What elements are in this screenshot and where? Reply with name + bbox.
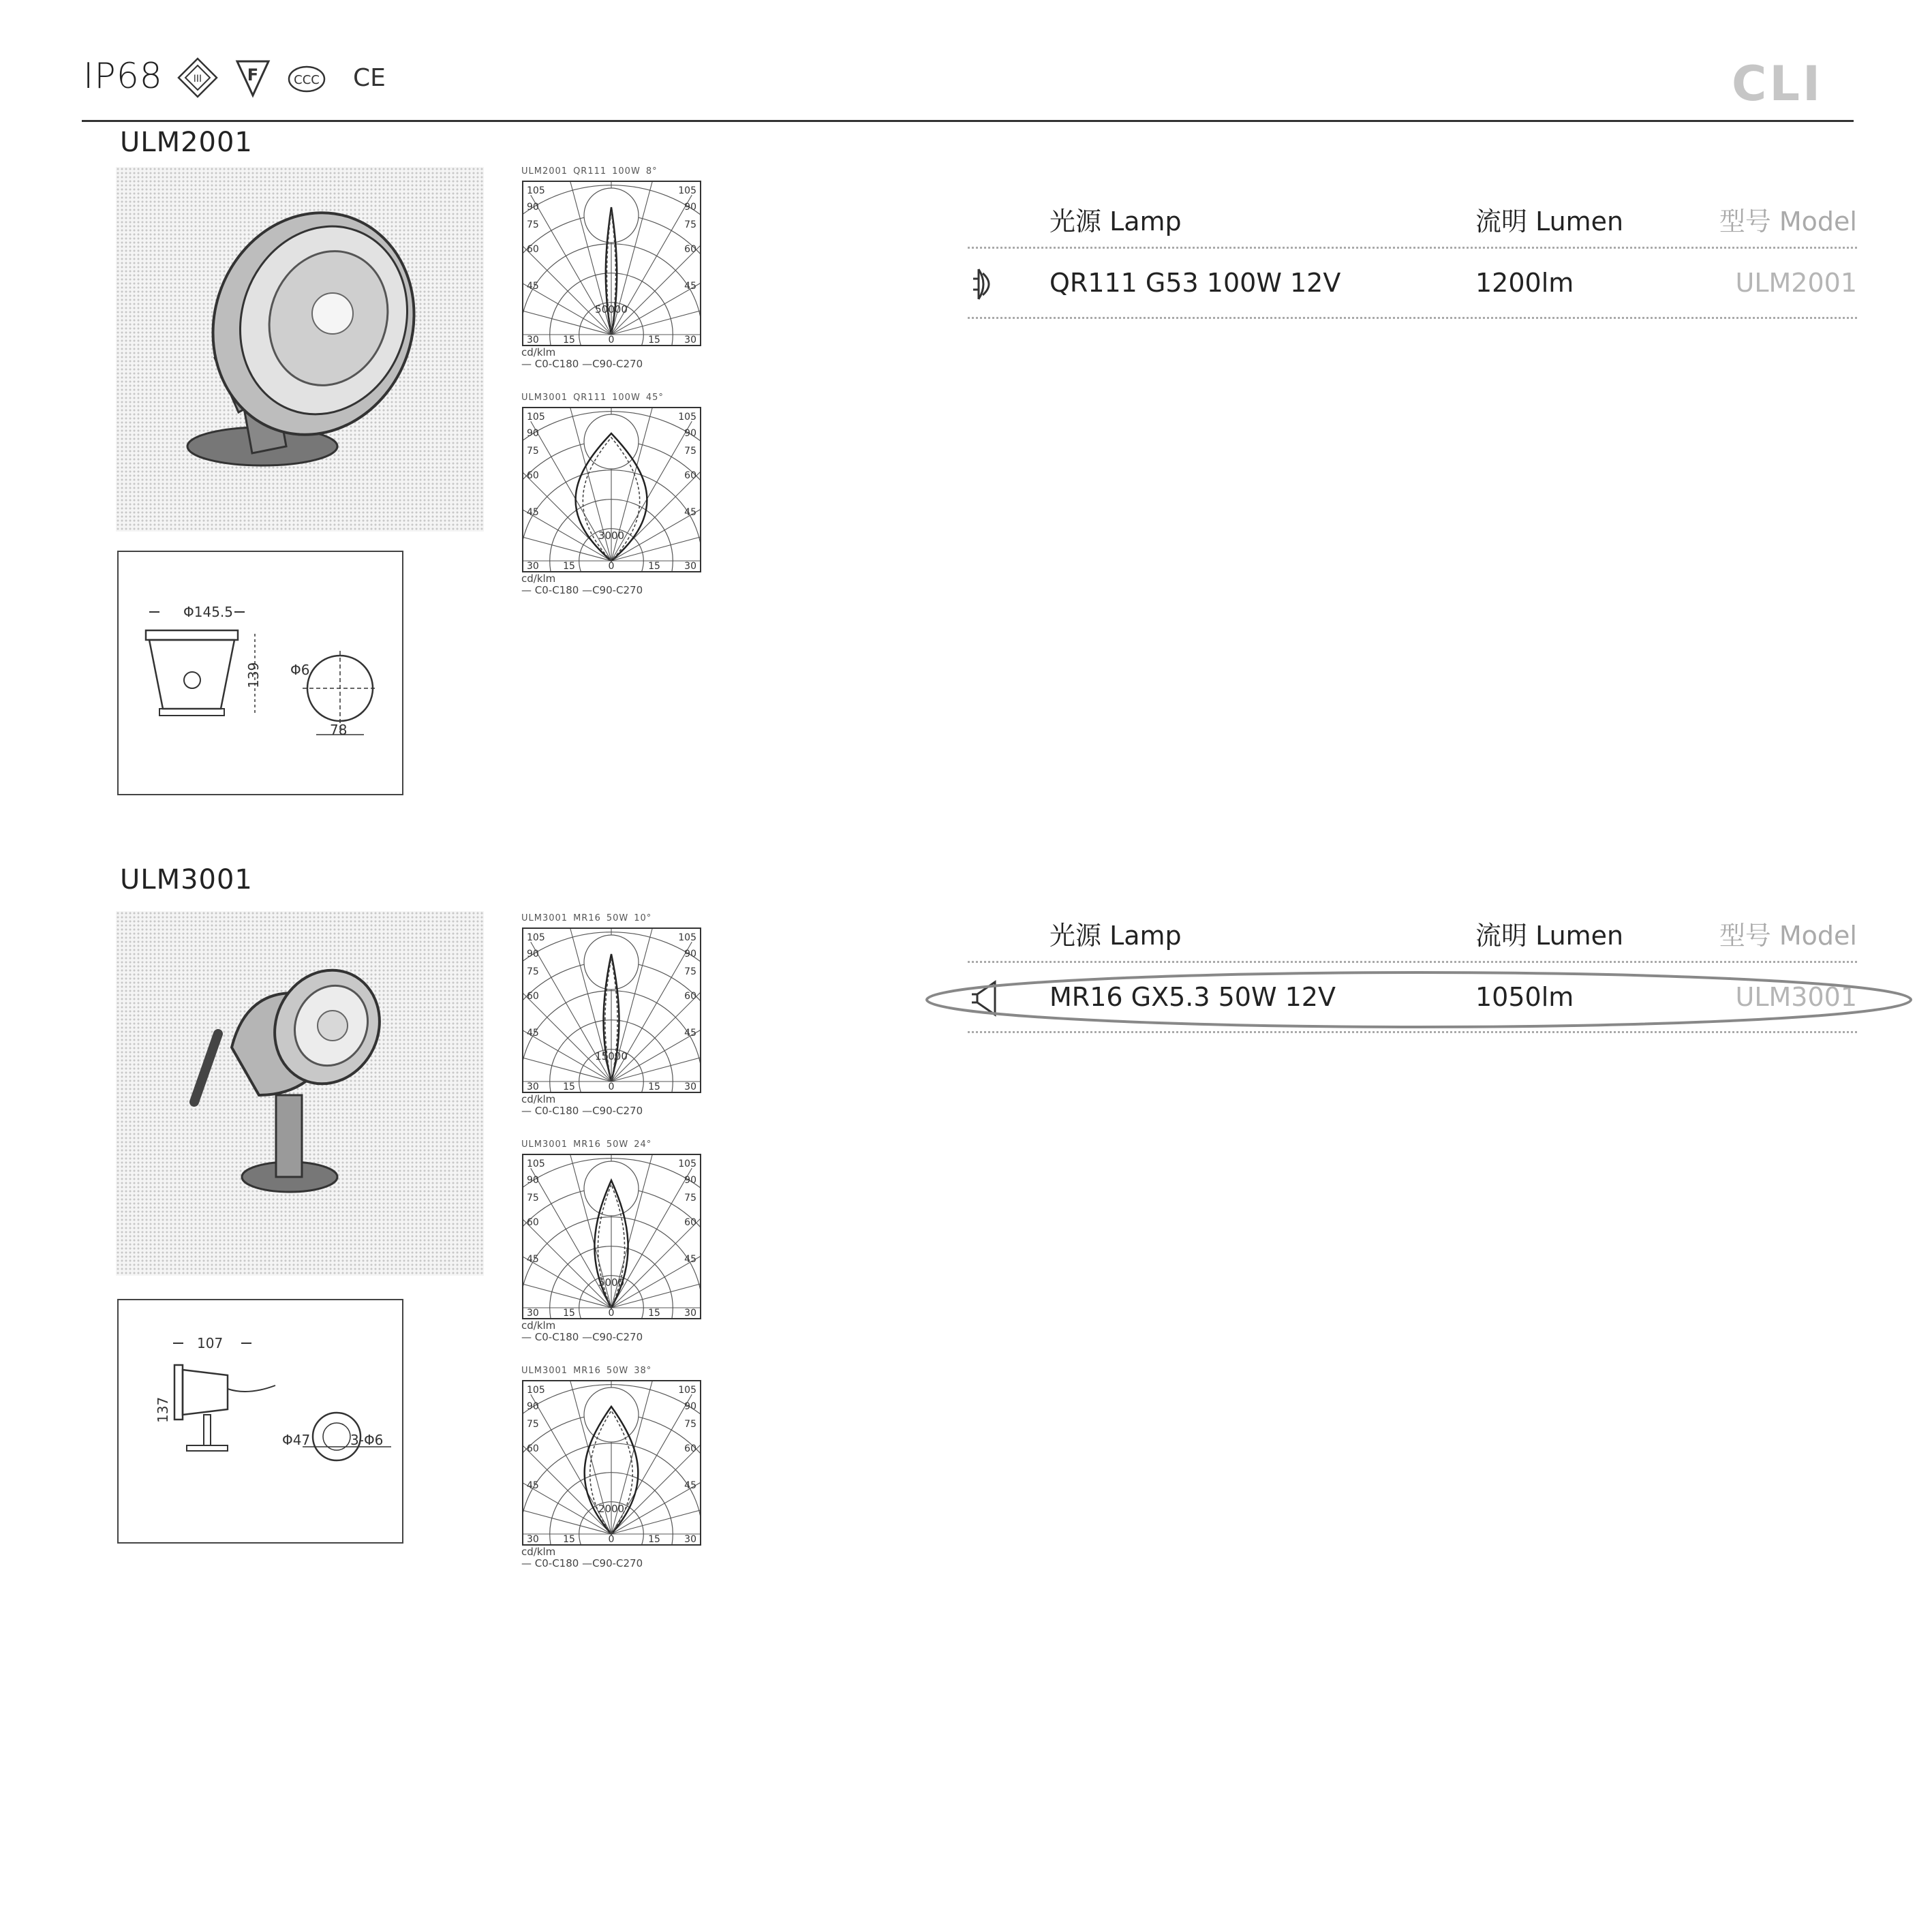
polar-angle-label: 60 <box>684 1217 696 1228</box>
spec-table <box>968 906 1857 1033</box>
polar-angle-label: 90 <box>684 428 696 439</box>
polar-header: ULM3001 MR16 50W 10° <box>521 913 652 923</box>
polar-chart <box>521 927 702 1094</box>
divider <box>968 1031 1857 1033</box>
col-lamp: 光源 Lamp <box>1049 206 1182 236</box>
polar-angle-label: 75 <box>527 219 539 230</box>
polar-angle-label: 90 <box>527 1175 539 1186</box>
polar-angle-label: 75 <box>684 219 696 230</box>
polar-angle-label: 30 <box>684 561 696 572</box>
polar-header: ULM3001 QR111 100W 45° <box>521 393 664 403</box>
polar-angle-label: 0 <box>608 561 615 572</box>
dimension-drawing <box>117 1299 403 1544</box>
model-value: ULM3001 <box>1735 982 1857 1012</box>
polar-diagram: ULM3001 MR16 50W 10° 105 105 90 90 75 75 60 60 45 45 30 15 0 15 30 15000 cd/klm — C0-C180 —C90-C270 <box>521 913 709 1117</box>
polar-angle-label: 15 <box>648 1534 660 1545</box>
polar-peak-label: 2000 <box>598 1503 625 1515</box>
lamp-value: QR111 G53 100W 12V <box>1049 268 1341 298</box>
ccc-icon <box>289 67 324 91</box>
polar-angle-label: 15 <box>648 1308 660 1319</box>
polar-angle-label: 15 <box>563 561 575 572</box>
mr16-lamp-icon <box>968 978 1000 1019</box>
polar-angle-label: 30 <box>527 1082 539 1092</box>
polar-angle-label: 45 <box>527 507 539 518</box>
polar-header: ULM2001 QR111 100W 8° <box>521 166 658 177</box>
polar-angle-label: 60 <box>527 244 539 255</box>
polar-angle-label: 75 <box>684 966 696 977</box>
polar-angle-label: 60 <box>684 991 696 1002</box>
dimension-drawing <box>117 551 403 795</box>
polar-angle-label: 15 <box>648 335 660 346</box>
polar-angle-label: 45 <box>527 1028 539 1039</box>
brand-logo: CLI <box>1731 56 1823 112</box>
svg-text:Φ6: Φ6 <box>290 662 310 678</box>
table-row <box>968 249 1857 317</box>
polar-peak-label: 3000 <box>598 530 625 542</box>
polar-angle-label: 75 <box>684 1193 696 1203</box>
polar-chart <box>521 1153 702 1320</box>
polar-angle-label: 30 <box>527 1308 539 1319</box>
class-iii-icon <box>179 59 217 97</box>
svg-text:F: F <box>247 65 259 85</box>
polar-angle-label: 60 <box>684 244 696 255</box>
model-value: ULM2001 <box>1735 268 1857 298</box>
polar-angle-label: 45 <box>684 1028 696 1039</box>
product-title: ULM2001 <box>120 127 253 158</box>
qr111-lamp-icon <box>968 264 1000 305</box>
polar-angle-label: 15 <box>648 1082 660 1092</box>
polar-angle-label: 15 <box>648 561 660 572</box>
polar-angle-label: 30 <box>684 1534 696 1545</box>
polar-angle-label: 30 <box>527 561 539 572</box>
polar-angle-label: 90 <box>527 202 539 213</box>
certification-icons <box>176 56 401 99</box>
polar-angle-label: 105 <box>527 1159 545 1169</box>
polar-angle-label: 90 <box>684 1401 696 1412</box>
polar-angle-label: 30 <box>684 1308 696 1319</box>
polar-angle-label: 30 <box>527 1534 539 1545</box>
svg-text:139: 139 <box>245 662 262 688</box>
product-photo <box>116 167 484 532</box>
svg-text:137: 137 <box>155 1396 171 1423</box>
polar-angle-label: 75 <box>684 446 696 457</box>
svg-text:CCC: CCC <box>294 73 320 87</box>
polar-chart <box>521 406 702 573</box>
polar-angle-label: 75 <box>684 1419 696 1430</box>
polar-angle-label: 105 <box>527 1385 545 1396</box>
polar-angle-label: 90 <box>684 1175 696 1186</box>
spec-header <box>968 906 1857 961</box>
polar-peak-label: 5000 <box>598 1276 625 1289</box>
divider <box>968 317 1857 319</box>
polar-angle-label: 15 <box>563 1308 575 1319</box>
polar-diagram: ULM2001 QR111 100W 8° 105 105 90 90 75 75 60 60 45 45 30 15 0 15 30 50000 cd/klm — C0-C180 —C90-C270 <box>521 166 709 370</box>
svg-text:107: 107 <box>197 1335 224 1351</box>
polar-header: ULM3001 MR16 50W 38° <box>521 1366 652 1376</box>
svg-text:Φ47: Φ47 <box>282 1432 311 1448</box>
polar-angle-label: 45 <box>684 1254 696 1265</box>
polar-angle-label: 15 <box>563 335 575 346</box>
polar-chart <box>521 180 702 347</box>
polar-angle-label: 60 <box>527 1217 539 1228</box>
col-lumen: 流明 Lumen <box>1475 921 1624 951</box>
spec-header <box>968 192 1857 247</box>
polar-angle-label: 105 <box>678 932 696 943</box>
polar-angle-label: 75 <box>527 1419 539 1430</box>
polar-angle-label: 0 <box>608 1082 615 1092</box>
svg-text:78: 78 <box>330 722 348 738</box>
polar-angle-label: 0 <box>608 1534 615 1545</box>
ip-rating: IP68 <box>83 56 163 97</box>
polar-angle-label: 45 <box>684 507 696 518</box>
polar-angle-label: 30 <box>527 335 539 346</box>
polar-angle-label: 75 <box>527 1193 539 1203</box>
polar-angle-label: 60 <box>527 991 539 1002</box>
polar-angle-label: 60 <box>527 1443 539 1454</box>
polar-diagram: ULM3001 MR16 50W 24° 105 105 90 90 75 75 60 60 45 45 30 15 0 15 30 5000 cd/klm — C0-C180 —C90-C270 <box>521 1139 709 1343</box>
polar-angle-label: 60 <box>684 1443 696 1454</box>
polar-angle-label: 30 <box>684 335 696 346</box>
polar-angle-label: 105 <box>678 1385 696 1396</box>
polar-header: ULM3001 MR16 50W 24° <box>521 1139 652 1150</box>
lumen-value: 1200lm <box>1475 268 1574 298</box>
product-title: ULM3001 <box>120 864 253 895</box>
col-model: 型号 Model <box>1719 921 1857 951</box>
polar-diagram: ULM3001 QR111 100W 45° 105 105 90 90 75 75 60 60 45 45 30 15 0 15 30 3000 cd/klm — C0-C180 —C90-C270 <box>521 393 709 596</box>
polar-angle-label: 90 <box>527 1401 539 1412</box>
polar-ring <box>584 1161 639 1216</box>
polar-angle-label: 90 <box>684 202 696 213</box>
polar-angle-label: 0 <box>608 1308 615 1319</box>
svg-text:CE: CE <box>353 64 386 92</box>
polar-angle-label: 105 <box>527 932 545 943</box>
table-row <box>968 963 1857 1031</box>
polar-angle-label: 45 <box>684 281 696 292</box>
polar-angle-label: 105 <box>678 412 696 423</box>
polar-diagram: ULM3001 MR16 50W 38° 105 105 90 90 75 75 60 60 45 45 30 15 0 15 30 2000 cd/klm — C0-C180 —C90-C270 <box>521 1366 709 1569</box>
polar-angle-label: 105 <box>527 412 545 423</box>
polar-angle-label: 30 <box>684 1082 696 1092</box>
header-divider <box>82 120 1854 122</box>
polar-angle-label: 45 <box>527 1254 539 1265</box>
polar-angle-label: 45 <box>527 1480 539 1491</box>
polar-angle-label: 105 <box>678 185 696 196</box>
polar-angle-label: 90 <box>527 949 539 960</box>
polar-chart <box>521 1379 702 1546</box>
polar-angle-label: 15 <box>563 1082 575 1092</box>
product-photo <box>116 911 484 1276</box>
polar-angle-label: 75 <box>527 966 539 977</box>
spec-table <box>968 192 1857 319</box>
polar-ring <box>584 414 639 469</box>
polar-peak-label: 50000 <box>595 303 628 316</box>
col-lamp: 光源 Lamp <box>1049 921 1182 951</box>
polar-angle-label: 60 <box>527 470 539 481</box>
ce-icon <box>353 64 386 92</box>
polar-angle-label: 105 <box>678 1159 696 1169</box>
col-lumen: 流明 Lumen <box>1475 206 1624 236</box>
lumen-value: 1050lm <box>1475 982 1574 1012</box>
polar-angle-label: 90 <box>684 949 696 960</box>
svg-text:3-Φ6: 3-Φ6 <box>350 1432 384 1448</box>
polar-angle-label: 105 <box>527 185 545 196</box>
svg-text:Φ145.5: Φ145.5 <box>183 604 233 620</box>
polar-angle-label: 45 <box>527 281 539 292</box>
polar-angle-label: 75 <box>527 446 539 457</box>
polar-peak-label: 15000 <box>595 1050 628 1062</box>
col-model: 型号 Model <box>1719 206 1857 236</box>
polar-angle-label: 45 <box>684 1480 696 1491</box>
svg-text:III: III <box>193 74 202 85</box>
f-mark-icon <box>237 61 269 95</box>
polar-angle-label: 90 <box>527 428 539 439</box>
polar-angle-label: 0 <box>608 335 615 346</box>
polar-ring <box>584 1387 639 1442</box>
polar-angle-label: 15 <box>563 1534 575 1545</box>
polar-ring <box>584 935 639 990</box>
polar-angle-label: 60 <box>684 470 696 481</box>
lamp-value: MR16 GX5.3 50W 12V <box>1049 982 1336 1012</box>
